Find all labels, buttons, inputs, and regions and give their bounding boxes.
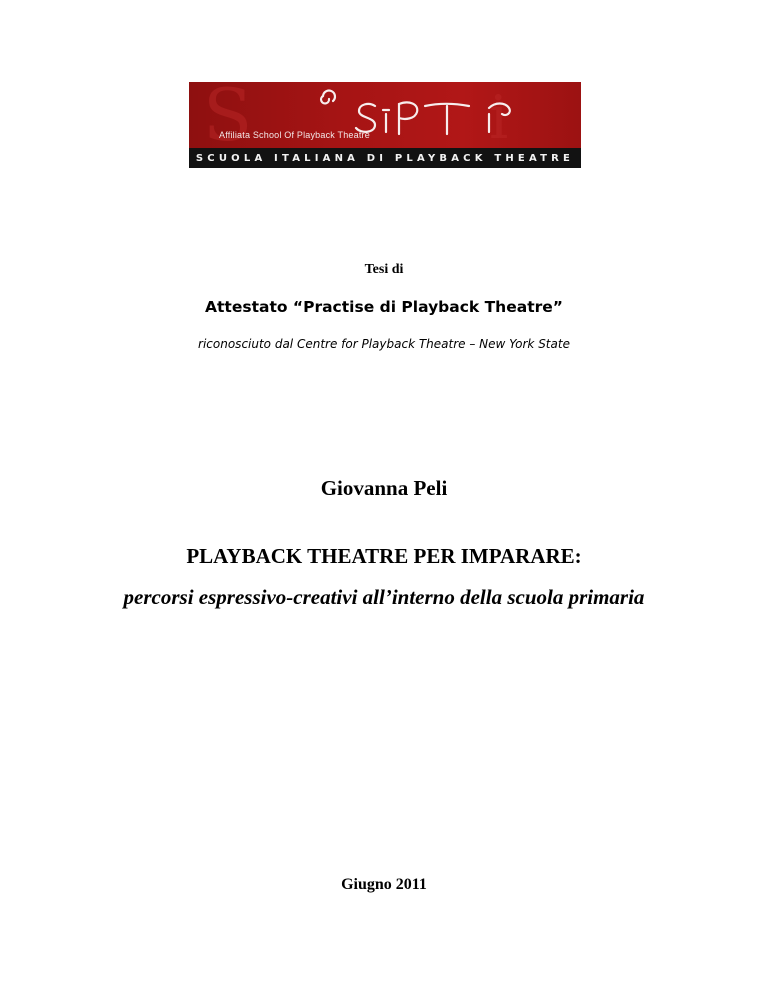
- certificate-title: Attestato “Practise di Playback Theatre”: [205, 298, 563, 316]
- thesis-date: Giugno 2011: [341, 876, 427, 893]
- thesis-subtitle: percorsi espressivo-creativi all’interno della scuola primaria: [123, 585, 645, 609]
- svg-text:S: S: [203, 82, 253, 148]
- school-logo: [189, 82, 581, 168]
- svg-text:i: i: [489, 83, 509, 148]
- recognition-line: riconosciuto dal Centre for Playback Theatre – New York State: [198, 337, 570, 351]
- logo-school-bar: [189, 148, 581, 168]
- logo-school-name: SCUOLA ITALIANA DI PLAYBACK THEATRE: [195, 152, 575, 164]
- logo-affiliate-text: Affiliata School Of Playback Theatre: [219, 130, 370, 140]
- thesis-label: Tesi di: [364, 262, 404, 277]
- thesis-title: PLAYBACK THEATRE PER IMPARARE:: [186, 544, 582, 568]
- author-name: Giovanna Peli: [320, 476, 448, 500]
